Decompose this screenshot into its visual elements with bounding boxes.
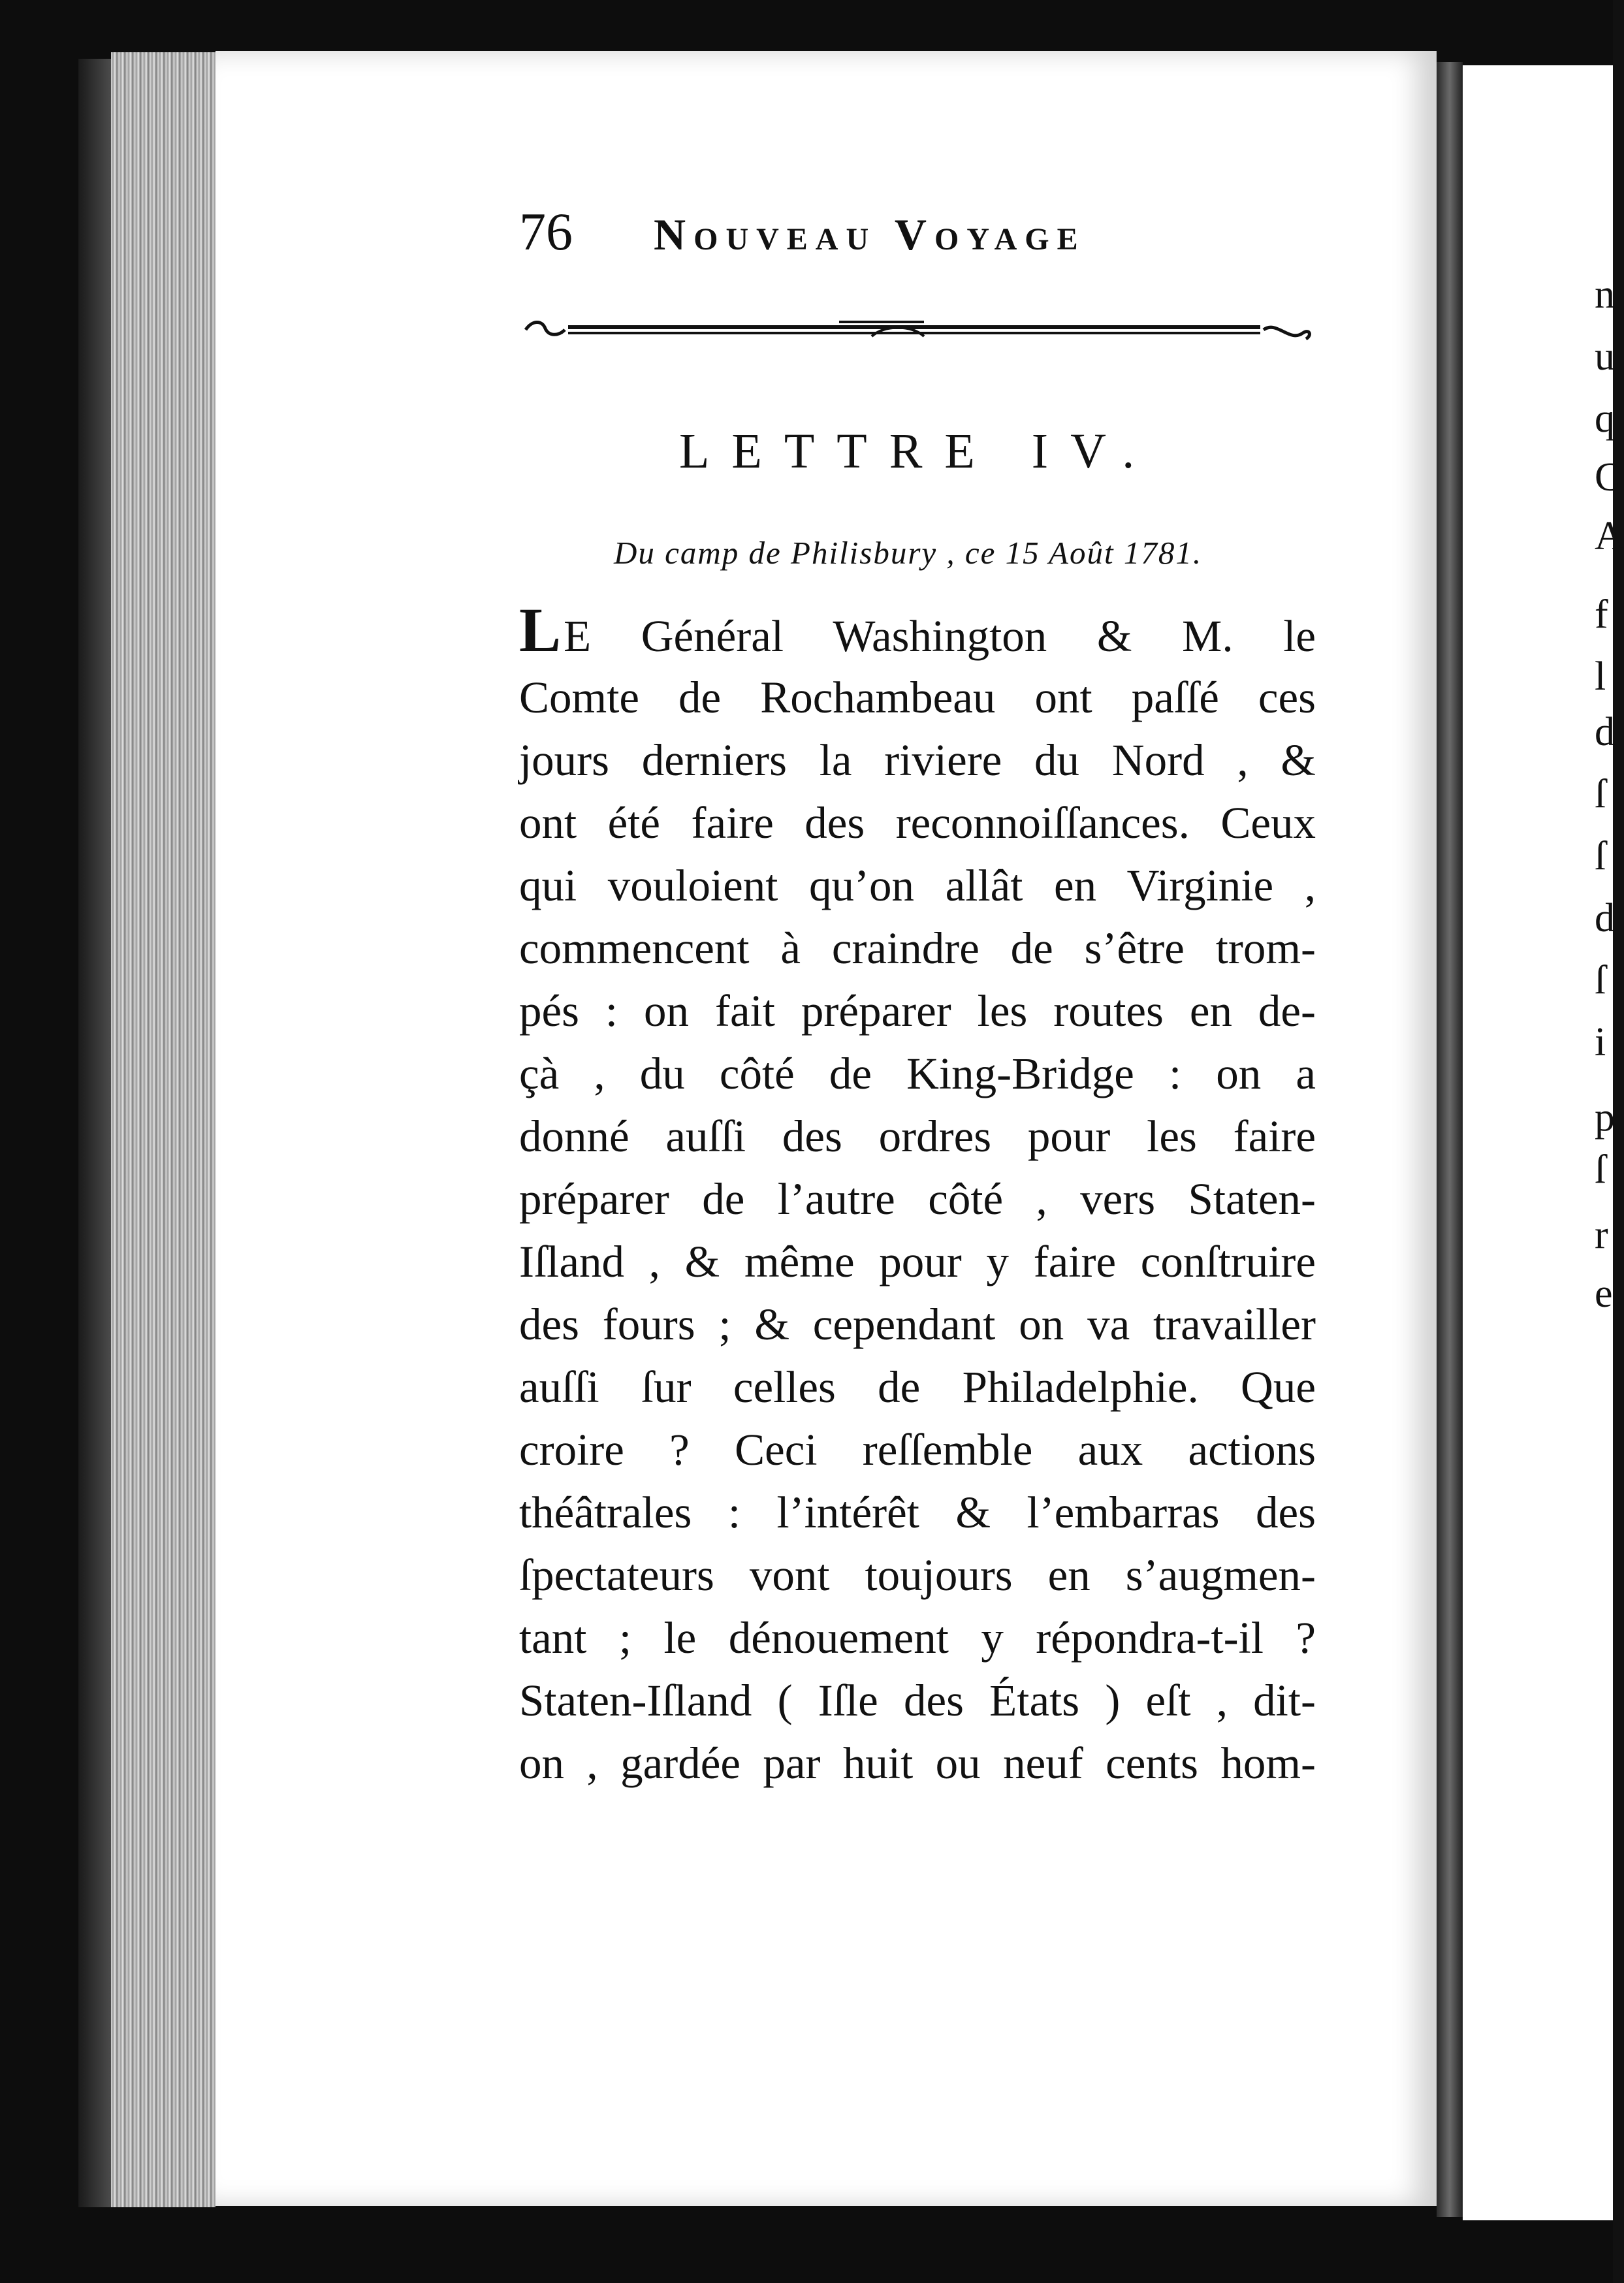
running-title: Nouveau Voyage xyxy=(654,210,1086,259)
adjacent-page-letter: f xyxy=(1595,592,1608,637)
text-line: on , gardée par huit ou neuf cents hom- xyxy=(519,1738,1316,1788)
text-line: des fours ; & cependant on va travailler xyxy=(519,1300,1316,1349)
adjacent-page-letter: u xyxy=(1595,334,1615,379)
adjacent-page-letter: d xyxy=(1595,710,1615,754)
adjacent-page-letter: C xyxy=(1595,455,1622,500)
text-line: auſſi ſur celles de Philadelphie. Que xyxy=(519,1362,1316,1412)
text-line: pés : on fait préparer les routes en de- xyxy=(519,986,1316,1036)
adjacent-page-letter: ſ xyxy=(1595,1147,1606,1192)
text-line: théâtrales : l’intérêt & l’embarras des xyxy=(519,1488,1316,1537)
running-header xyxy=(519,201,1172,263)
text-line: qui vouloient qu’on allât en Virginie , xyxy=(519,861,1316,910)
page-edges xyxy=(111,52,215,2207)
letter-title: LETTRE IV. xyxy=(679,424,1157,479)
adjacent-page-letter: p xyxy=(1595,1095,1615,1140)
adjacent-page-letter: ſ xyxy=(1595,958,1606,1002)
adjacent-page-letter: ſ xyxy=(1595,772,1606,816)
body-text xyxy=(519,575,1316,1795)
text-line: ont été faire des reconnoiſſances. Ceux xyxy=(519,798,1316,848)
text-line: çà , du côté de King-Bridge : on a xyxy=(519,1049,1316,1098)
text-line: donné auſſi des ordres pour les faire xyxy=(519,1111,1316,1161)
adjacent-page-letter: e xyxy=(1595,1271,1613,1316)
adjacent-page-letter: i xyxy=(1595,1020,1606,1064)
adjacent-page-letter: n xyxy=(1595,272,1615,317)
text-line: tant ; le dénouement y répondra-t-il ? xyxy=(519,1613,1316,1663)
text-line: croire ? Ceci reſſemble aux actions xyxy=(519,1425,1316,1475)
text-line: ſpectateurs vont toujours en s’augmen- xyxy=(519,1550,1316,1600)
text-line: jours derniers la riviere du Nord , & xyxy=(519,735,1316,785)
text-line: Staten-Iſland ( Iſle des États ) eſt , dit- xyxy=(519,1676,1316,1725)
text-line: Iſland , & même pour y faire conſtruire xyxy=(519,1237,1316,1286)
adjacent-page-letter: A xyxy=(1595,514,1624,558)
drop-cap: L xyxy=(519,595,562,665)
page-number: 76 xyxy=(519,202,573,261)
text-line: préparer de l’autre côté , vers Staten- xyxy=(519,1174,1316,1224)
adjacent-page-letter: q xyxy=(1595,396,1615,441)
adjacent-page-letter: r xyxy=(1595,1213,1608,1257)
adjacent-page-letter: d xyxy=(1595,896,1615,940)
text-line: commencent à craindre de s’être trom- xyxy=(519,923,1316,973)
letter-dateline: Du camp de Philisbury , ce 15 Août 1781. xyxy=(614,535,1203,571)
adjacent-page-letter: l xyxy=(1595,654,1606,699)
book-gutter xyxy=(1437,62,1463,2217)
adjacent-page xyxy=(1463,65,1613,2220)
text-line xyxy=(519,594,1316,666)
text-line-content: E Général Washington & M. le xyxy=(564,611,1316,661)
adjacent-page-letter: ſ xyxy=(1595,834,1606,878)
text-line: Comte de Rochambeau ont paſſé ces xyxy=(519,673,1316,722)
ornamental-rule xyxy=(519,317,1316,343)
